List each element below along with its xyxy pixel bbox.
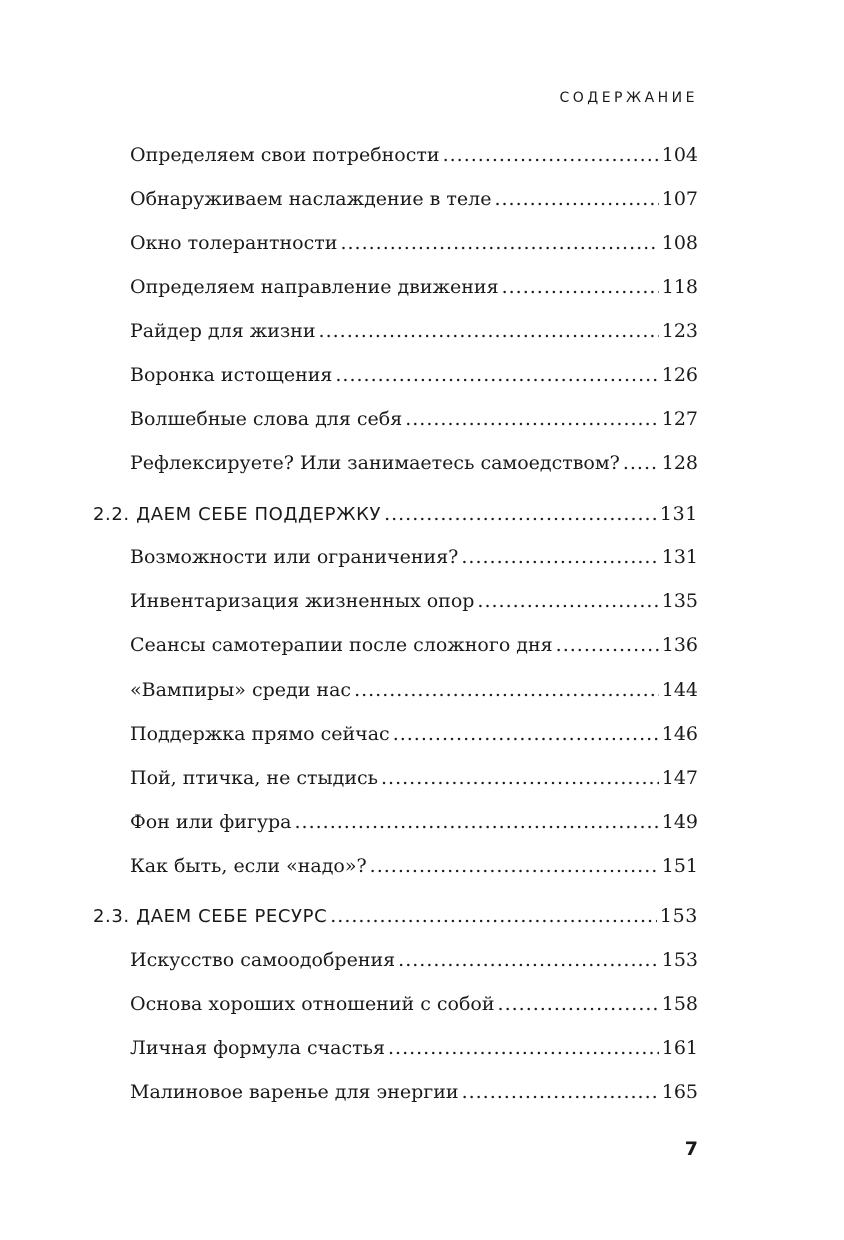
dot-leader: [370, 855, 659, 877]
toc-section-page: 131: [659, 503, 698, 525]
toc-entry-page: 161: [661, 1037, 698, 1059]
toc-entry-page: 165: [661, 1081, 698, 1103]
toc-entry-page: 149: [661, 811, 698, 833]
toc-entry-page: 151: [661, 855, 698, 877]
toc-entry: [130, 232, 698, 262]
dot-leader: [393, 723, 659, 745]
dot-leader: [335, 364, 658, 386]
toc-entry: [130, 855, 698, 885]
toc-entry: [130, 188, 698, 218]
toc-entry-page: 136: [661, 634, 698, 656]
toc-section-heading: [93, 503, 698, 533]
toc-entry-page: 123: [661, 320, 698, 342]
toc-entry: [130, 767, 698, 797]
dot-leader: [462, 1081, 659, 1103]
dot-leader: [477, 590, 658, 612]
toc-section-page: 153: [659, 905, 698, 927]
toc-entry: [130, 452, 698, 482]
toc-entry-page: 158: [661, 993, 698, 1015]
toc-entry-page: 144: [661, 679, 698, 701]
toc-entry-title: Рефлексируете? Или занимаетесь самоедством?: [130, 452, 620, 474]
toc-entry: [130, 949, 698, 979]
toc-entry-title: Основа хороших отношений с собой: [130, 993, 495, 1015]
dot-leader: [398, 949, 659, 971]
toc-entry: [130, 634, 698, 664]
toc-entry-title: Райдер для жизни: [130, 320, 316, 342]
dot-leader: [384, 503, 657, 525]
toc-entry-page: 104: [661, 144, 698, 166]
toc-entry-title: Инвентаризация жизненных опор: [130, 590, 475, 612]
dot-leader: [502, 276, 659, 298]
dot-leader: [295, 811, 659, 833]
toc-entry-page: 147: [661, 767, 698, 789]
toc-entry-page: 108: [661, 232, 698, 254]
toc-entry-title: Обнаруживаем наслаждение в теле: [130, 188, 492, 210]
toc-entry: [130, 590, 698, 620]
toc-section-title: 2.2. ДАЕМ СЕБЕ ПОДДЕРЖКУ: [93, 504, 382, 525]
dot-leader: [443, 144, 659, 166]
dot-leader: [405, 408, 659, 430]
toc-entry: [130, 1081, 698, 1111]
toc-entry-title: Личная формула счастья: [130, 1037, 385, 1059]
dot-leader: [340, 232, 658, 254]
toc-entry-page: 153: [661, 949, 698, 971]
toc-entry-page: 128: [661, 452, 698, 474]
toc-entry-title: Как быть, если «надо»?: [130, 855, 367, 877]
toc-entry-title: Воронка истощения: [130, 364, 333, 386]
toc-entry-page: 107: [661, 188, 698, 210]
toc-entry-page: 118: [661, 276, 698, 298]
toc-entry: [130, 679, 698, 709]
page-number: 7: [684, 1138, 698, 1160]
toc-section-heading: [93, 905, 698, 935]
toc-entry: [130, 276, 698, 306]
toc-entry-page: 135: [661, 590, 698, 612]
toc-entry: [130, 723, 698, 753]
toc-entry-title: Возможности или ограничения?: [130, 546, 459, 568]
toc-entry-page: 127: [661, 408, 698, 430]
running-head: СОДЕРЖАНИЕ: [559, 90, 698, 106]
toc-entry-title: Определяем направление движения: [130, 276, 499, 298]
toc-entry: [130, 811, 698, 841]
toc-entry: [130, 364, 698, 394]
toc-entry-title: Пой, птичка, не стыдись: [130, 767, 379, 789]
toc-entry: [130, 320, 698, 350]
dot-leader: [556, 634, 659, 656]
toc-entry-title: Поддержка прямо сейчас: [130, 723, 390, 745]
toc-entry-title: Окно толерантности: [130, 232, 338, 254]
toc-section-title: 2.3. ДАЕМ СЕБЕ РЕСУРС: [93, 906, 328, 927]
toc-entry-title: Сеансы самотерапии после сложного дня: [130, 634, 553, 656]
toc-entry-title: Определяем свои потребности: [130, 144, 440, 166]
toc-entry-title: Волшебные слова для себя: [130, 408, 403, 430]
toc-entry-page: 126: [661, 364, 698, 386]
dot-leader: [354, 679, 659, 701]
dot-leader: [330, 905, 657, 927]
dot-leader: [381, 767, 659, 789]
toc-entry: [130, 546, 698, 576]
toc-entry-title: Малиновое варенье для энергии: [130, 1081, 459, 1103]
dot-leader: [388, 1037, 659, 1059]
dot-leader: [461, 546, 658, 568]
toc-entry: [130, 408, 698, 438]
toc-entry-title: Фон или фигура: [130, 811, 292, 833]
dot-leader: [623, 452, 659, 474]
toc-entry: [130, 144, 698, 174]
toc-entry-title: Искусство самоодобрения: [130, 949, 396, 971]
toc-entry-title: «Вампиры» среди нас: [130, 679, 352, 701]
toc-entry-page: 131: [661, 546, 698, 568]
dot-leader: [498, 993, 659, 1015]
dot-leader: [319, 320, 659, 342]
toc-entry: [130, 1037, 698, 1067]
toc-entry: [130, 993, 698, 1023]
toc-entry-page: 146: [661, 723, 698, 745]
dot-leader: [494, 188, 658, 210]
